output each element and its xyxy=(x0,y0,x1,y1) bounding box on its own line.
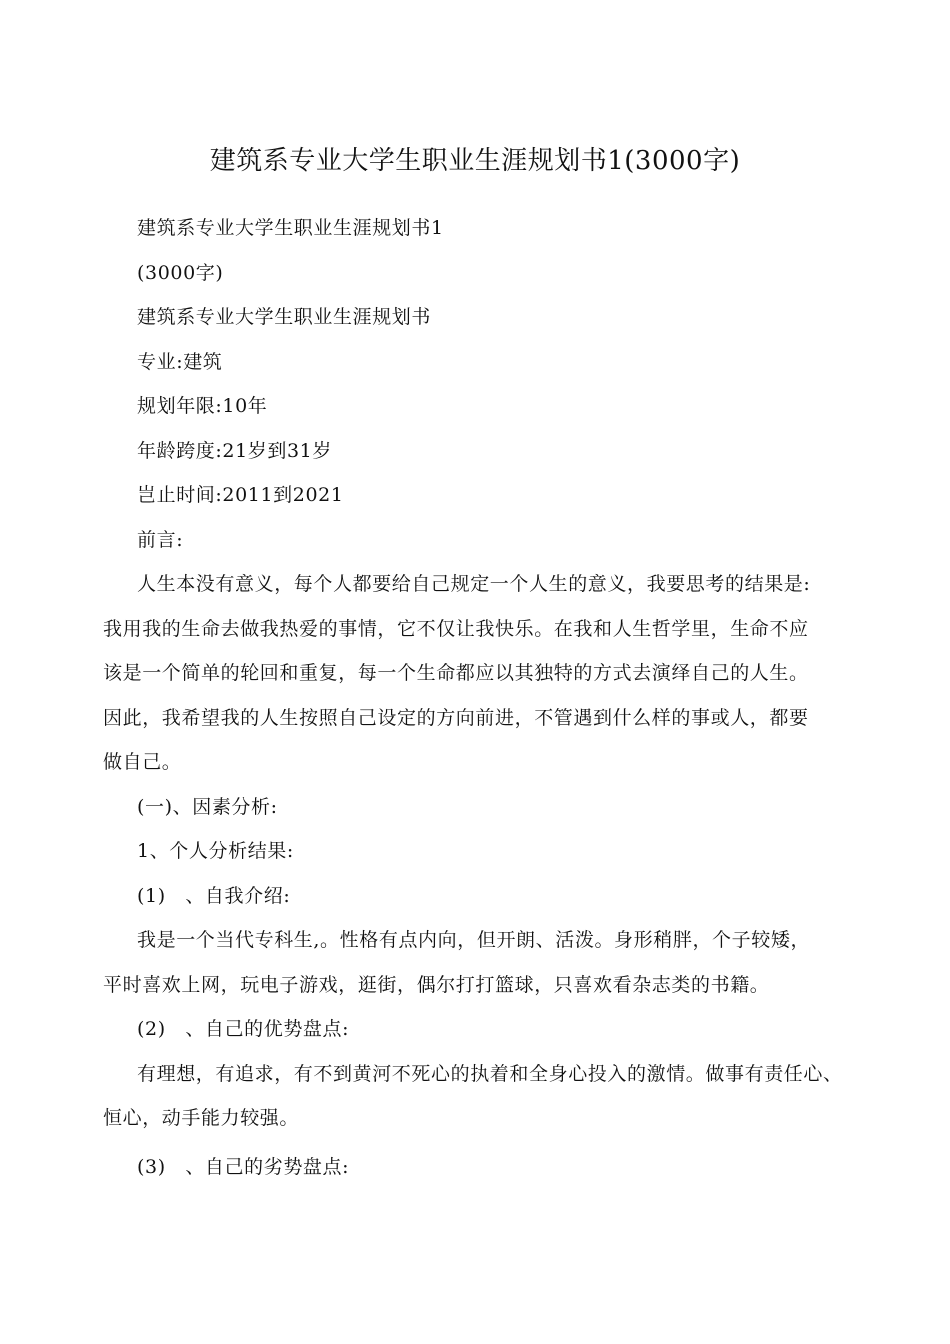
header-line-2: (3000字) xyxy=(137,262,224,284)
preface-line: 该是一个简单的轮回和重复，每一个生命都应以其独特的方式去演绎自己的人生。 xyxy=(103,662,809,684)
item-body-line: 平时喜欢上网，玩电子游戏，逛街，偶尔打打篮球，只喜欢看杂志类的书籍。 xyxy=(103,974,770,996)
item-heading: (2) 、自己的优势盘点: xyxy=(137,1018,350,1040)
preface-line: 我用我的生命去做我热爱的事情，它不仅让我快乐。在我和人生哲学里，生命不应 xyxy=(103,618,809,640)
period-field: 岂止时间:2011到2021 xyxy=(137,484,344,506)
preface-line: 人生本没有意义，每个人都要给自己规定一个人生的意义，我要思考的结果是: xyxy=(137,573,811,595)
preface-line: 做自己。 xyxy=(103,751,182,773)
item-body-line: 我是一个当代专科生,。性格有点内向，但开朗、活泼。身形稍胖，个子较矮， xyxy=(137,929,811,951)
item-body-line: 有理想，有追求，有不到黄河不死心的执着和全身心投入的激情。做事有责任心、 xyxy=(137,1063,843,1085)
subsection-heading: 1、个人分析结果: xyxy=(137,840,294,862)
item-heading: (3) 、自己的劣势盘点: xyxy=(137,1156,350,1178)
preface-line: 因此，我希望我的人生按照自己设定的方向前进，不管遇到什么样的事或人，都要 xyxy=(103,707,809,729)
plan-years-field: 规划年限:10年 xyxy=(137,395,268,417)
age-span-field: 年龄跨度:21岁到31岁 xyxy=(137,440,332,462)
preface-heading: 前言: xyxy=(137,529,184,551)
document-title: 建筑系专业大学生职业生涯规划书1(3000字) xyxy=(209,146,741,176)
section-heading: (一)、因素分析: xyxy=(137,796,278,818)
item-body-line: 恒心，动手能力较强。 xyxy=(103,1107,300,1129)
header-line-3: 建筑系专业大学生职业生涯规划书 xyxy=(137,306,432,328)
major-field: 专业:建筑 xyxy=(137,351,223,373)
item-heading: (1) 、自我介绍: xyxy=(137,885,291,907)
header-line-1: 建筑系专业大学生职业生涯规划书1 xyxy=(137,217,444,239)
